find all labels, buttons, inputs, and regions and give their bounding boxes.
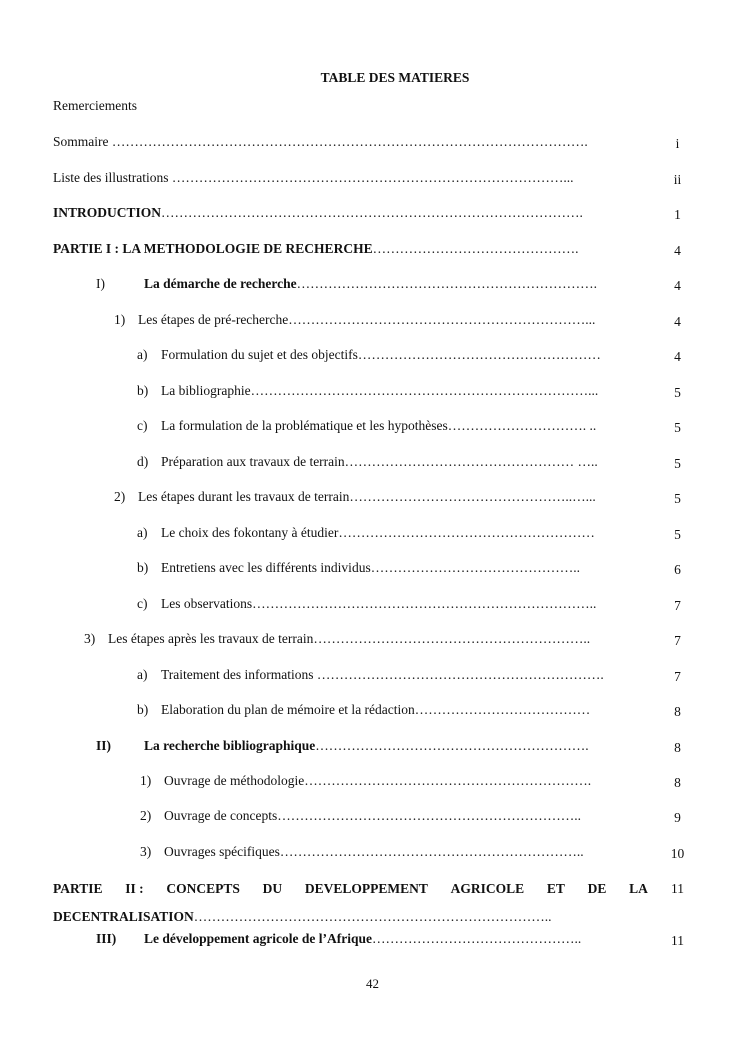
leader-dots: …………………………………………………………... <box>288 312 596 327</box>
entry-label: PARTIE I : LA METHODOLOGIE DE RECHERCHE <box>53 241 373 256</box>
entry-marker: b) <box>137 383 149 398</box>
toc-entry-remerciements <box>0 96 745 116</box>
toc-entry-partie-1 <box>0 239 745 259</box>
entry-marker: 3) <box>140 844 152 859</box>
entry-marker: a) <box>137 347 148 362</box>
toc-entry-item <box>0 806 745 826</box>
leader-dots: …………………………………………………………………….. <box>193 909 552 924</box>
entry-label: La bibliographie <box>161 383 251 398</box>
page-ref: 7 <box>674 598 681 613</box>
entry-label: La démarche de recherche <box>144 276 297 291</box>
leader-dots: ………………………………………………………………….. <box>252 596 597 611</box>
leader-dots: ……………………………………….. <box>370 560 580 575</box>
toc-entry-item <box>0 416 745 436</box>
entry-label: Ouvrages spécifiques <box>164 844 280 859</box>
entry-label: Le choix des fokontany à étudier <box>161 525 339 540</box>
entry-label: Préparation aux travaux de terrain <box>161 454 345 469</box>
leader-dots: ……………………………………………… <box>357 347 601 362</box>
leader-dots: ………………………………………. <box>372 241 579 256</box>
leader-dots: ………………………………………………………….. <box>277 808 581 823</box>
page-ref: 1 <box>674 207 681 222</box>
toc-title: TABLE DES MATIERES <box>320 70 470 85</box>
toc-entry-item <box>0 523 745 543</box>
entry-label: Les étapes durant les travaux de terrain <box>138 489 350 504</box>
toc-entry-section-2 <box>0 736 745 756</box>
heading-word: II : <box>125 881 144 896</box>
entry-label: La recherche bibliographique <box>144 738 316 753</box>
toc-entry-partie-2-page <box>0 877 745 897</box>
entry-marker: II) <box>96 738 112 753</box>
entry-label: Ouvrage de concepts <box>164 808 278 823</box>
entry-label: Le développement agricole de l’Afrique <box>144 931 372 946</box>
entry-label: Traitement des informations <box>161 667 314 682</box>
page-ref: 4 <box>674 314 681 329</box>
toc-entry-subsection <box>0 310 745 330</box>
toc-entry-section-1 <box>0 274 745 294</box>
page-ref: 9 <box>674 810 681 825</box>
leader-dots: ………………………………………………………. <box>313 667 604 682</box>
entry-label: Remerciements <box>53 98 137 113</box>
entry-label: Les étapes après les travaux de terrain <box>108 631 314 646</box>
toc-entry-item <box>0 558 745 578</box>
leader-dots: ……………………………………………………………………………... <box>168 170 574 185</box>
entry-marker: 1) <box>140 773 152 788</box>
page-ref: 11 <box>671 881 684 896</box>
entry-marker: c) <box>137 418 148 433</box>
leader-dots: ………………………………………………………….. <box>279 844 584 859</box>
toc-entry-item <box>0 771 745 791</box>
entry-marker: III) <box>96 931 117 946</box>
leader-dots: ……………………………………….. <box>371 931 582 946</box>
toc-entry-item <box>0 381 745 401</box>
leader-dots: …………………………………………………………………………………. <box>161 205 583 220</box>
page-ref: 5 <box>674 420 681 435</box>
entry-marker: 2) <box>140 808 152 823</box>
entry-marker: b) <box>137 560 149 575</box>
entry-marker: b) <box>137 702 149 717</box>
entry-marker: I) <box>96 276 105 291</box>
page-ref: 4 <box>674 278 681 293</box>
entry-label: La formulation de la problématique et les hypothèses <box>161 418 448 433</box>
entry-label: Entretiens avec les différents individus <box>161 560 371 575</box>
heading-word: DEVELOPPEMENT <box>304 881 428 896</box>
entry-label: INTRODUCTION <box>53 205 162 220</box>
leader-dots: ………………………………………………… <box>338 525 595 540</box>
toc-entry-item <box>0 345 745 365</box>
page-ref: ii <box>673 172 682 187</box>
leader-dots: …………………………………………………………. <box>296 276 597 291</box>
toc-entry-item <box>0 842 745 862</box>
entry-marker: a) <box>137 525 148 540</box>
page-ref: 5 <box>674 456 681 471</box>
leader-dots: …………………………………………..…... <box>349 489 596 504</box>
entry-label: Elaboration du plan de mémoire et la rédaction <box>161 702 415 717</box>
entry-marker: a) <box>137 667 148 682</box>
heading-word: AGRICOLE <box>450 881 525 896</box>
entry-label: DECENTRALISATION <box>53 909 194 924</box>
leader-dots: …………………………………………………………………... <box>250 383 599 398</box>
entry-label: Sommaire <box>53 134 109 149</box>
page-ref: 5 <box>674 385 681 400</box>
entry-label: Les observations <box>161 596 253 611</box>
heading-word: LA <box>629 881 648 896</box>
toc-entry-subsection <box>0 629 745 649</box>
page-ref: 5 <box>674 527 681 542</box>
entry-label: Formulation du sujet et des objectifs <box>161 347 358 362</box>
heading-word: DE <box>587 881 607 896</box>
heading-word: DU <box>262 881 283 896</box>
leader-dots: ………………………………………………………. <box>304 773 592 788</box>
page-number: 42 <box>366 976 379 991</box>
page-ref: 7 <box>674 669 681 684</box>
page-ref: 4 <box>674 349 681 364</box>
toc-entry-item <box>0 700 745 720</box>
entry-label: Ouvrage de méthodologie <box>164 773 305 788</box>
entry-marker: 3) <box>84 631 96 646</box>
page-ref: 4 <box>674 243 681 258</box>
page-ref: 11 <box>671 933 684 948</box>
toc-entry-item <box>0 452 745 472</box>
toc-entry-item <box>0 665 745 685</box>
entry-marker: 2) <box>114 489 126 504</box>
page-ref: 10 <box>670 846 685 861</box>
page-ref: 8 <box>674 740 681 755</box>
entry-marker: c) <box>137 596 148 611</box>
page-ref: 8 <box>674 704 681 719</box>
entry-marker: 1) <box>114 312 126 327</box>
entry-label: Liste des illustrations <box>53 170 169 185</box>
toc-entry-section-3 <box>0 929 745 949</box>
page-ref: 7 <box>674 633 681 648</box>
entry-marker: d) <box>137 454 149 469</box>
page-ref: 6 <box>674 562 681 577</box>
heading-word: CONCEPTS <box>166 881 240 896</box>
leader-dots: …………………………. .. <box>447 418 597 433</box>
page-ref: 5 <box>674 491 681 506</box>
leader-dots: ………………………………… <box>414 702 591 717</box>
toc-entry-item <box>0 594 745 614</box>
leader-dots: ……………………………………………………. <box>315 738 589 753</box>
leader-dots: ……………………………………………………………………………………………. <box>108 134 588 149</box>
heading-word: ET <box>546 881 565 896</box>
partie-2-continuation-line <box>53 903 648 931</box>
page-ref: 8 <box>674 775 681 790</box>
toc-entry-subsection <box>0 487 745 507</box>
leader-dots: …………………………………………………….. <box>313 631 591 646</box>
leader-dots: …………………………………………… ….. <box>344 454 598 469</box>
toc-entry-illustrations <box>0 168 745 188</box>
toc-entry-introduction <box>0 203 745 223</box>
toc-entry-sommaire <box>0 132 745 152</box>
entry-label: Les étapes de pré-recherche <box>138 312 289 327</box>
page-ref: i <box>675 136 680 151</box>
heading-word: PARTIE <box>53 881 103 896</box>
